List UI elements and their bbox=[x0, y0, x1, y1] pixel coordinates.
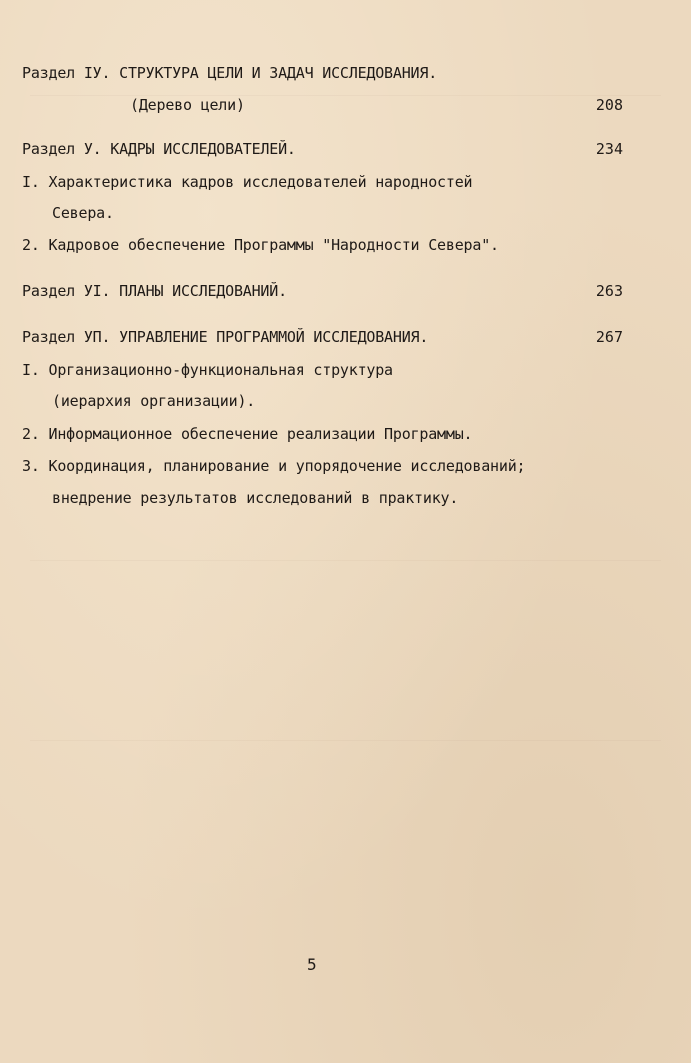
bleed-through-line bbox=[30, 740, 661, 741]
section-7-item-1-line-1: I. Организационно-функциональная структура bbox=[22, 361, 393, 379]
section-6-title: Раздел УI. ПЛАНЫ ИССЛЕДОВАНИЙ. bbox=[22, 282, 287, 300]
section-5-item-1-line-2: Севера. bbox=[52, 204, 114, 222]
section-7-page: 267 bbox=[595, 328, 623, 346]
section-7-item-2: 2. Информационное обеспечение реализации Программы. bbox=[22, 425, 473, 443]
section-5-item-2: 2. Кадровое обеспечение Программы "Народности Севера". bbox=[22, 236, 499, 254]
section-7-item-1-line-2: (иерархия организации). bbox=[52, 392, 256, 410]
section-4-subtitle: (Дерево цели) bbox=[130, 96, 245, 114]
section-7-item-3-line-2: внедрение результатов исследований в практику. bbox=[52, 489, 459, 507]
section-4-title: Раздел IУ. СТРУКТУРА ЦЕЛИ И ЗАДАЧ ИССЛЕДОВАНИЯ. bbox=[22, 64, 438, 82]
section-7-title: Раздел УП. УПРАВЛЕНИЕ ПРОГРАММОЙ ИССЛЕДОВАНИЯ. bbox=[22, 328, 429, 346]
section-4-page: 208 bbox=[595, 96, 623, 114]
section-5-item-1-line-1: I. Характеристика кадров исследователей народностей bbox=[22, 173, 473, 191]
section-5-title: Раздел У. КАДРЫ ИССЛЕДОВАТЕЛЕЙ. bbox=[22, 140, 296, 158]
section-7-item-3-line-1: 3. Координация, планирование и упорядочение исследований; bbox=[22, 457, 526, 475]
bleed-through-line bbox=[30, 560, 661, 561]
section-6-page: 263 bbox=[595, 282, 623, 300]
page-number: 5 bbox=[307, 955, 317, 974]
bleed-through-line bbox=[30, 95, 661, 96]
section-5-page: 234 bbox=[595, 140, 623, 158]
